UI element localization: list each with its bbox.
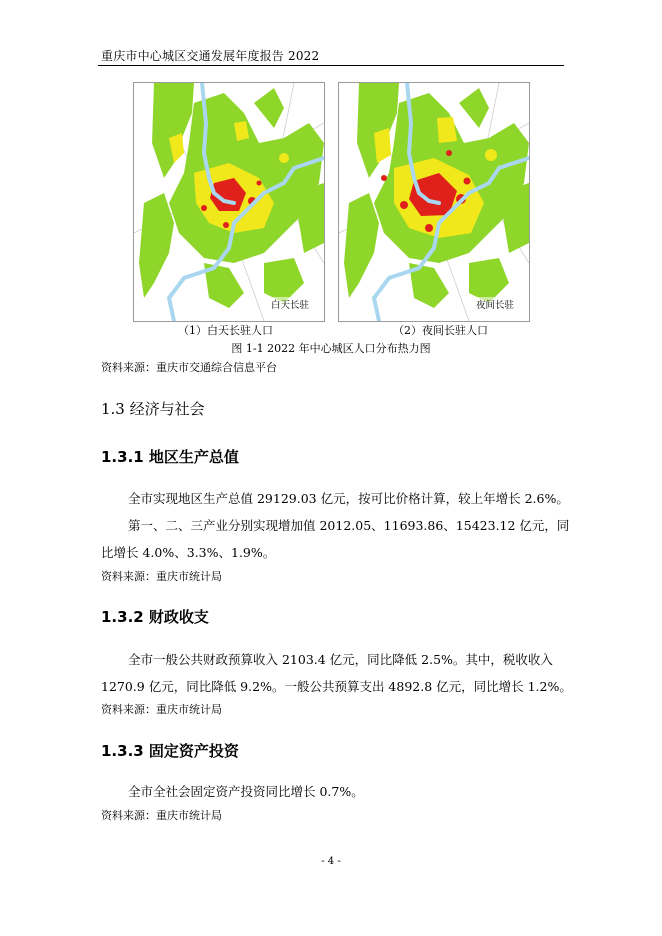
- section-heading-1-3: 1.3 经济与社会: [101, 400, 205, 418]
- heatmap-daytime-graphic: [134, 83, 324, 321]
- gdp-paragraph-1: 全市实现地区生产总值 29129.03 亿元，按可比价格计算，较上年增长 2.6%。: [128, 491, 569, 506]
- heatmap-label-daytime: 白天长驻: [270, 297, 310, 311]
- header-divider: [98, 65, 564, 66]
- investment-paragraph: 全市全社会固定资产投资同比增长 0.7%。: [128, 784, 364, 799]
- figure-caption: 图 1-1 2022 年中心城区人口分布热力图: [231, 342, 431, 355]
- heatmap-nighttime-graphic: [339, 83, 529, 321]
- subcaption-nighttime: （2）夜间长驻人口: [393, 324, 488, 337]
- fiscal-source: 资料来源：重庆市统计局: [101, 703, 222, 716]
- gdp-paragraph-2-line-1: 第一、二、三产业分别实现增加值 2012.05、11693.86、15423.12 亿元，同: [128, 518, 570, 533]
- gdp-source: 资料来源：重庆市统计局: [101, 570, 222, 583]
- figure-source: 资料来源：重庆市交通综合信息平台: [101, 361, 277, 374]
- page-number: - 4 -: [321, 856, 341, 867]
- subcaption-daytime: （1）白天长驻人口: [178, 324, 273, 337]
- heatmap-daytime: [133, 82, 325, 322]
- gdp-paragraph-2-line-2: 比增长 4.0%、3.3%、1.9%。: [101, 545, 276, 560]
- section-heading-1-3-2: 1.3.2 财政收支: [101, 608, 209, 626]
- fiscal-paragraph-line-2: 1270.9 亿元，同比降低 9.2%。一般公共预算支出 4892.8 亿元，同比增长 1.2%。: [101, 679, 572, 694]
- section-heading-1-3-1: 1.3.1 地区生产总值: [101, 448, 239, 466]
- investment-source: 资料来源：重庆市统计局: [101, 809, 222, 822]
- fiscal-paragraph-line-1: 全市一般公共财政预算收入 2103.4 亿元，同比降低 2.5%。其中，税收收入: [128, 652, 553, 667]
- heatmap-label-nighttime: 夜间长驻: [475, 297, 515, 311]
- heatmap-nighttime: [338, 82, 530, 322]
- section-heading-1-3-3: 1.3.3 固定资产投资: [101, 742, 239, 760]
- running-header: 重庆市中心城区交通发展年度报告 2022: [101, 49, 320, 63]
